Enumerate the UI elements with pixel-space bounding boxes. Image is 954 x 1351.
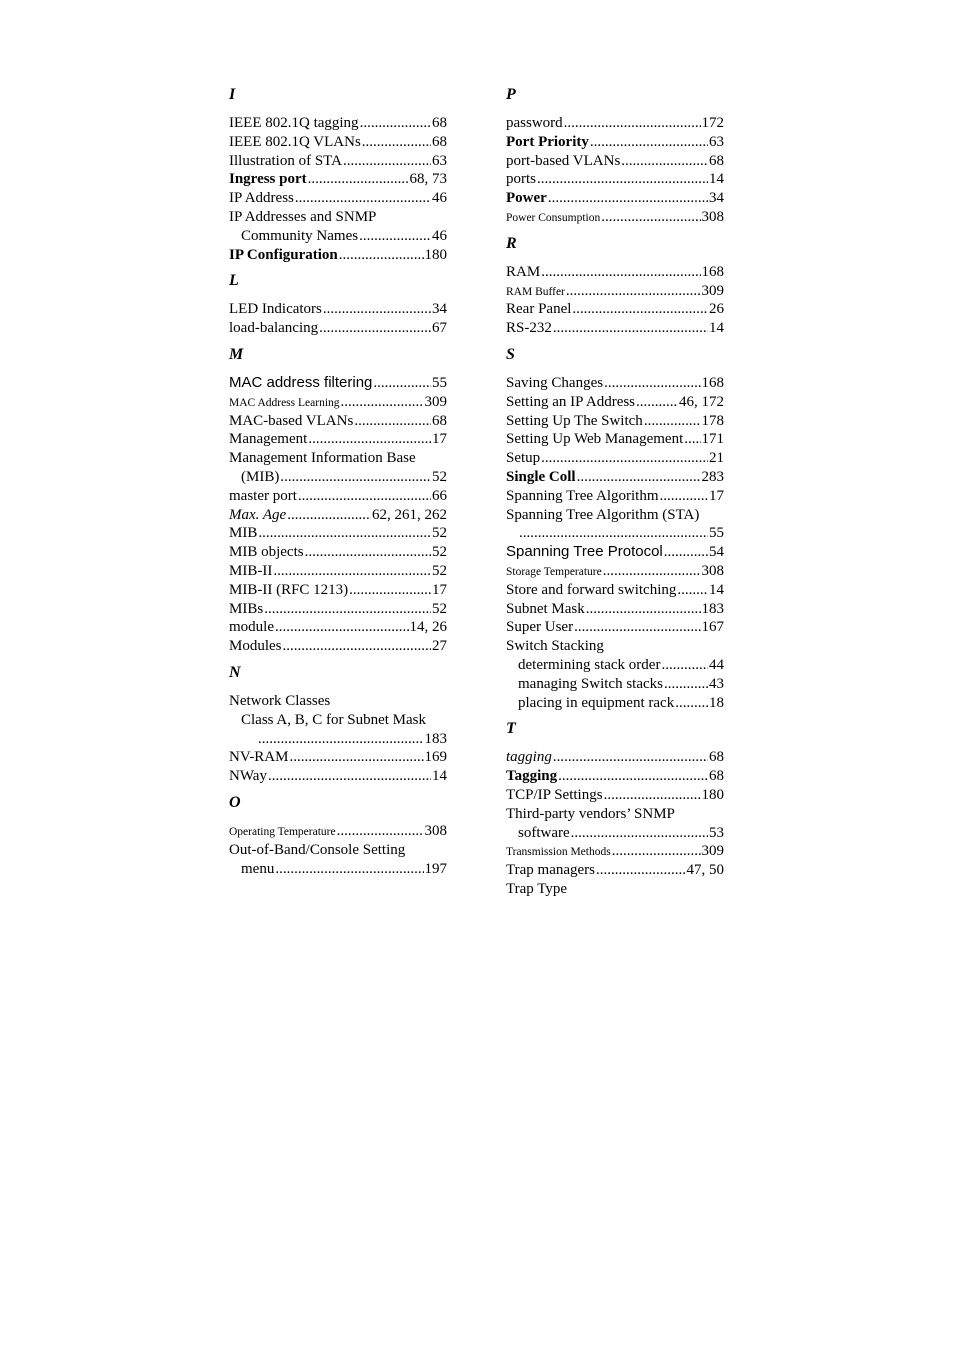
entry-term: MAC address filtering [229, 373, 373, 391]
dot-leader [349, 581, 431, 600]
entry-term: Out-of-Band/Console Setting [229, 841, 406, 858]
index-entry-trap-managers [506, 861, 724, 880]
dot-leader [343, 152, 431, 171]
dot-leader [571, 824, 708, 843]
entry-term: MIB-II [229, 562, 273, 579]
entry-term: Modules [229, 638, 282, 655]
index-entry-mibs [229, 600, 447, 619]
entry-page-number: 283 [701, 468, 724, 485]
section-letter: L [229, 272, 239, 290]
entry-term: software [518, 824, 570, 841]
dot-leader [275, 860, 423, 879]
dot-leader [280, 468, 431, 487]
entry-page-number: 172 [701, 115, 724, 131]
index-entry-modules [229, 637, 447, 656]
entry-term: Illustration of STA [229, 152, 342, 169]
entry-page-number: 68 [432, 115, 447, 131]
index-entry-max-age [229, 506, 447, 525]
dot-leader [675, 694, 708, 713]
entry-page-number: 14, 26 [409, 619, 447, 636]
entry-page-number: 171 [701, 431, 724, 448]
dot-leader [603, 562, 701, 581]
entry-term: Super User [506, 619, 574, 636]
entry-page-number: 17 [709, 487, 724, 504]
entry-term: Spanning Tree Algorithm [506, 487, 659, 504]
index-entry-mac-based-vlans [229, 412, 447, 431]
dot-leader [590, 133, 708, 152]
dot-leader [604, 374, 700, 393]
index-entry-mib-ii [229, 562, 447, 581]
section-letter: R [506, 234, 517, 252]
dot-leader [275, 618, 409, 637]
index-entry-spanning-tree-protocol [506, 543, 724, 562]
entry-page-number: 180 [424, 246, 447, 263]
dot-leader [601, 208, 700, 227]
dot-leader [264, 600, 431, 619]
index-entry-mib-ii-rfc-1213 [229, 581, 447, 600]
entry-term: determining stack order [518, 656, 661, 673]
dot-leader [519, 524, 708, 543]
index-entry-port-based-vlans [506, 152, 724, 171]
dot-leader [574, 618, 700, 637]
entry-term: MIB objects [229, 544, 304, 561]
entry-term: Power Consumption [506, 211, 601, 224]
dot-leader [308, 170, 409, 189]
dot-leader [604, 786, 701, 805]
entry-term: Management [229, 431, 308, 448]
index-entry-nway [229, 767, 447, 786]
entry-term: (MIB) [241, 468, 280, 485]
dot-leader [308, 430, 431, 449]
dot-leader [541, 449, 708, 468]
index-entry-third-party-vendors-snmp [506, 805, 724, 824]
index-entry-single-coll [506, 468, 724, 487]
dot-leader [289, 748, 423, 767]
index-entry-password [506, 114, 724, 133]
entry-term: Store and forward switching [506, 581, 677, 598]
entry-term: Switch Stacking [506, 638, 604, 655]
entry-page-number: 46 [432, 227, 447, 244]
index-section-i [229, 84, 447, 264]
entry-term: password [506, 115, 563, 131]
entry-page-number: 14 [709, 320, 724, 337]
entry-page-number: 68 [709, 768, 724, 785]
index-column-left [229, 84, 447, 884]
dot-leader [577, 468, 701, 487]
section-letter: P [506, 86, 516, 103]
entry-term: Power [506, 190, 547, 207]
index-entry-ram-buffer [506, 282, 724, 301]
index-entry-storage-temperature [506, 562, 724, 581]
index-entry-ip-configuration [229, 246, 447, 265]
entry-term: MIBs [229, 600, 264, 617]
entry-term: IP Address [229, 190, 294, 207]
index-entry-setting-up-web-management [506, 430, 724, 449]
entry-term: Spanning Tree Protocol [506, 543, 663, 561]
entry-page-number: 14 [709, 171, 724, 188]
index-section-o [229, 792, 447, 878]
entry-page-number: 14 [709, 581, 724, 598]
dot-leader [660, 487, 708, 506]
entry-page-number: 308 [424, 822, 447, 839]
dot-leader [664, 675, 708, 694]
entry-term: placing in equipment rack [518, 694, 675, 711]
dot-leader [359, 227, 431, 246]
index-section-r [506, 233, 724, 338]
entry-term: Trap Type [506, 880, 568, 897]
entry-term: Tagging [506, 768, 558, 785]
entry-page-number: 68 [709, 152, 724, 169]
entry-page-number: 309 [701, 282, 724, 299]
entry-page-number: 66 [432, 487, 447, 504]
index-entry-saving-changes [506, 374, 724, 393]
entry-page-number: 167 [701, 619, 724, 636]
entry-term: Setup [506, 450, 541, 467]
entry-page-number: 54 [709, 544, 724, 561]
entry-page-number: 53 [709, 824, 724, 841]
index-entry-nv-ram [229, 748, 447, 767]
entry-page-number: 46, 172 [679, 393, 724, 410]
index-entry-mib [229, 468, 447, 487]
index-entry-subnet-mask [506, 600, 724, 619]
index-entry-tagging [506, 767, 724, 786]
entry-term: Rear Panel [506, 301, 572, 318]
index-section-s [506, 344, 724, 712]
entry-term: Operating Temperature [229, 825, 336, 838]
entry-page-number: 63 [709, 133, 724, 150]
dot-leader [661, 656, 708, 675]
index-entry-led-indicators [229, 300, 447, 319]
entry-page-number: 197 [424, 860, 447, 877]
section-letter: T [506, 720, 516, 738]
entry-term: tagging [506, 749, 552, 766]
dot-leader [644, 412, 701, 431]
index-entry-continuation [229, 730, 447, 749]
entry-term: Transmission Methods [506, 846, 611, 859]
dot-leader [295, 189, 431, 208]
entry-page-number: 55 [709, 525, 724, 542]
entry-page-number: 46 [432, 190, 447, 207]
dot-leader [273, 562, 431, 581]
entry-term: MIB-II (RFC 1213) [229, 581, 349, 598]
entry-term: Setting an IP Address [506, 393, 636, 410]
index-entry-switch-stacking [506, 637, 724, 656]
entry-term: RAM [506, 263, 541, 280]
index-entry-master-port [229, 487, 447, 506]
index-entry-ingress-port [229, 170, 447, 189]
entry-term: Saving Changes [506, 374, 604, 391]
index-entry-community-names [229, 227, 447, 246]
entry-page-number: 178 [701, 412, 724, 429]
entry-page-number: 34 [709, 190, 724, 207]
entry-term: IEEE 802.1Q tagging [229, 115, 359, 131]
entry-page-number: 44 [709, 656, 724, 673]
dot-leader [596, 861, 685, 880]
index-entry-software [506, 824, 724, 843]
entry-term: Trap managers [506, 862, 596, 879]
dot-leader [612, 842, 701, 861]
index-entry-placing-in-equipment-rack [506, 694, 724, 713]
index-entry-tagging [506, 748, 724, 767]
dot-leader [566, 282, 701, 301]
index-entry-spanning-tree-algorithm [506, 487, 724, 506]
entry-term: Management Information Base [229, 450, 416, 467]
entry-term: Ingress port [229, 171, 307, 188]
entry-page-number: 26 [709, 301, 724, 318]
entry-term: IP Configuration [229, 246, 338, 263]
entry-page-number: 169 [424, 749, 447, 766]
dot-leader [305, 543, 431, 562]
entry-page-number: 52 [432, 600, 447, 617]
dot-leader [323, 300, 431, 319]
index-entry-management [229, 430, 447, 449]
entry-page-number: 180 [701, 786, 724, 803]
dot-leader [572, 300, 708, 319]
index-entry-module [229, 618, 447, 637]
dot-leader [258, 730, 424, 749]
entry-page-number: 47, 50 [686, 862, 724, 879]
dot-leader [564, 114, 701, 133]
section-letter: S [506, 345, 515, 363]
index-section-m [229, 344, 447, 656]
index-entry-trap-type [506, 880, 724, 899]
entry-term: Max. Age [229, 506, 287, 523]
entry-term: Community Names [241, 227, 359, 244]
dot-leader [636, 393, 678, 412]
dot-leader [362, 133, 431, 152]
index-entry-setting-an-ip-address [506, 393, 724, 412]
index-entry-network-classes [229, 692, 447, 711]
entry-term: managing Switch stacks [518, 675, 663, 692]
dot-leader [298, 487, 431, 506]
entry-page-number: 17 [432, 581, 447, 598]
dot-leader [548, 189, 708, 208]
dot-leader [553, 319, 708, 338]
index-entry-out-of-band-console-setting [229, 841, 447, 860]
index-section-l [229, 270, 447, 338]
dot-leader [677, 581, 708, 600]
entry-page-number: 18 [709, 694, 724, 711]
entry-term: load-balancing [229, 320, 319, 337]
index-section-p [506, 84, 724, 227]
index-entry-operating-temperature [229, 822, 447, 841]
entry-page-number: 68 [709, 749, 724, 766]
entry-page-number: 183 [701, 600, 724, 617]
entry-term: Subnet Mask [506, 600, 585, 617]
entry-page-number: 308 [701, 208, 724, 225]
entry-page-number: 309 [701, 843, 724, 860]
dot-leader [360, 114, 431, 133]
entry-term: master port [229, 487, 297, 504]
index-entry-rear-panel [506, 300, 724, 319]
dot-leader [341, 393, 424, 412]
section-letter: N [229, 663, 241, 681]
index-entry-setting-up-the-switch [506, 412, 724, 431]
entry-page-number: 308 [701, 562, 724, 579]
dot-leader [558, 767, 708, 786]
index-entry-ip-address [229, 189, 447, 208]
dot-leader [541, 263, 700, 282]
section-letter: O [229, 793, 241, 811]
index-entry-ports [506, 170, 724, 189]
entry-term: menu [241, 860, 275, 877]
entry-term: Storage Temperature [506, 565, 602, 578]
entry-term: IP Addresses and SNMP [229, 208, 377, 225]
entry-page-number: 52 [432, 525, 447, 542]
index-entry-transmission-methods [506, 842, 724, 861]
dot-leader [586, 600, 701, 619]
entry-term: Port Priority [506, 133, 589, 150]
index-entry-tcp-ip-settings [506, 786, 724, 805]
index-entry-mac-address-learning [229, 393, 447, 412]
entry-term: Single Coll [506, 468, 576, 485]
entry-term: MIB [229, 525, 258, 542]
entry-term: Class A, B, C for Subnet Mask [241, 711, 427, 728]
index-entry-port-priority [506, 133, 724, 152]
index-entry-power-consumption [506, 208, 724, 227]
dot-leader [621, 152, 708, 171]
entry-page-number: 168 [701, 374, 724, 391]
entry-term: Third-party vendors’ SNMP [506, 805, 675, 822]
entry-term: MAC Address Learning [229, 396, 340, 409]
dot-leader [373, 374, 431, 393]
index-section-n [229, 662, 447, 786]
index-entry-ram [506, 263, 724, 282]
entry-page-number: 52 [432, 544, 447, 561]
index-entry-mib [229, 524, 447, 543]
index-entry-setup [506, 449, 724, 468]
index-entry-power [506, 189, 724, 208]
entry-page-number: 63 [432, 152, 447, 169]
dot-leader [537, 170, 708, 189]
entry-page-number: 43 [709, 675, 724, 692]
entry-term: Network Classes [229, 692, 331, 709]
index-entry-illustration-of-sta [229, 152, 447, 171]
dot-leader [339, 246, 424, 265]
entry-term: TCP/IP Settings [506, 786, 603, 803]
entry-term: Setting Up Web Management [506, 431, 684, 448]
entry-term: NWay [229, 768, 267, 785]
dot-leader [268, 767, 431, 786]
entry-term: RS-232 [506, 320, 552, 337]
entry-page-number: 34 [432, 301, 447, 318]
entry-page-number: 183 [424, 730, 447, 747]
entry-page-number: 14 [432, 768, 447, 785]
entry-page-number: 17 [432, 431, 447, 448]
dot-leader [553, 748, 708, 767]
entry-page-number: 62, 261, 262 [372, 506, 447, 523]
entry-page-number: 68 [432, 412, 447, 429]
section-letter: I [229, 86, 236, 103]
index-entry-ip-addresses-and-snmp [229, 208, 447, 227]
entry-page-number: 168 [701, 263, 724, 280]
index-entry-ieee-802-1q-vlans [229, 133, 447, 152]
index-entry-mib-objects [229, 543, 447, 562]
index-entry-managing-switch-stacks [506, 675, 724, 694]
entry-term: module [229, 619, 274, 636]
dot-leader [354, 412, 431, 431]
dot-leader [319, 319, 431, 338]
dot-leader [283, 637, 432, 656]
index-entry-spanning-tree-algorithm-sta [506, 506, 724, 525]
index-section-t [506, 718, 724, 898]
index-entry-super-user [506, 618, 724, 637]
entry-term: Setting Up The Switch [506, 412, 643, 429]
entry-term: Spanning Tree Algorithm (STA) [506, 506, 700, 523]
index-entry-load-balancing [229, 319, 447, 338]
index-entry-store-and-forward-switching [506, 581, 724, 600]
section-letter: M [229, 345, 244, 363]
entry-term: ports [506, 171, 536, 188]
entry-page-number: 68 [432, 133, 447, 150]
dot-leader [684, 430, 700, 449]
index-column-right [506, 84, 724, 905]
entry-page-number: 52 [432, 468, 447, 485]
entry-page-number: 52 [432, 562, 447, 579]
entry-page-number: 68, 73 [409, 171, 447, 188]
entry-page-number: 67 [432, 320, 447, 337]
entry-term: RAM Buffer [506, 285, 565, 298]
dot-leader [287, 506, 371, 525]
entry-term: port-based VLANs [506, 152, 621, 169]
entry-term: MAC-based VLANs [229, 412, 354, 429]
index-entry-determining-stack-order [506, 656, 724, 675]
index-entry-class-a-b-c-for-subnet-mask [229, 711, 447, 730]
entry-term: NV-RAM [229, 749, 289, 766]
dot-leader [258, 524, 431, 543]
dot-leader [337, 822, 424, 841]
entry-term: LED Indicators [229, 301, 322, 318]
index-entry-mac-address-filtering [229, 374, 447, 393]
entry-page-number: 27 [432, 638, 447, 655]
index-entry-rs-232 [506, 319, 724, 338]
index-entry-management-information-base [229, 449, 447, 468]
entry-term: IEEE 802.1Q VLANs [229, 133, 361, 150]
entry-page-number: 21 [709, 450, 724, 467]
index-entry-ieee-802-1q-tagging [229, 114, 447, 133]
index-entry-continuation [506, 524, 724, 543]
index-entry-menu [229, 860, 447, 879]
entry-page-number: 309 [424, 393, 447, 410]
dot-leader [664, 543, 708, 562]
entry-page-number: 55 [432, 374, 447, 391]
